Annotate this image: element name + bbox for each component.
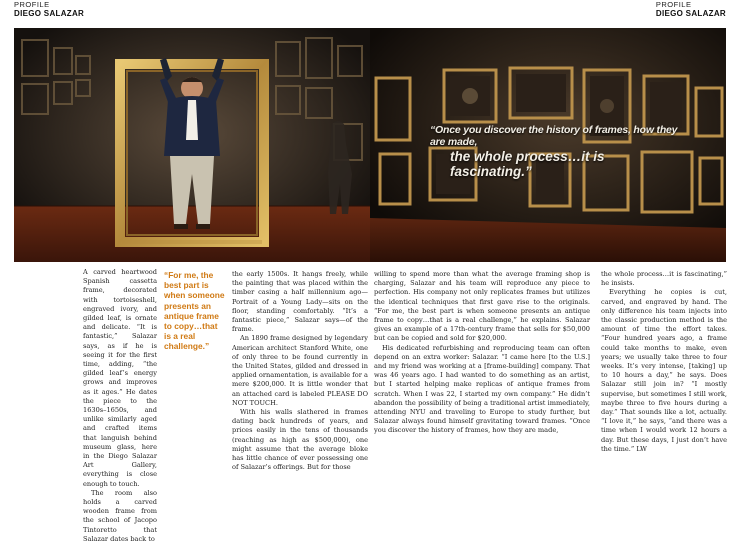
paragraph: An 1890 frame designed by legendary American architect Stanford White, one of only three to be found currently in the United States, gilded and dressed in applied ornamentation, is available for a mere $200,000. It is little wonder that an attached card is labeled PLEASE DO NOT TOUCH. [232,334,368,407]
header-left [14,0,84,18]
paragraph: Everything he copies is cut, carved, and engraved by hand. The only difference his team injects into the classic production method is the amount of time the effort takes. “Four hundred years ago, a frame could take months to make, even years; we usually take three to four weeks. It’s very intense, [taking] up to 10 hours a day,” he says. Does Salazar still join in? “I mostly supervise, but sometimes I still work, maybe three to five hours during a day.” That sounds like a lot, actually. “I love it,” he says, “and there was a time when I would work 12 hours a day. But these days, I just don’t have the time.” LW [601,288,727,453]
article-column-1 [83,268,157,544]
image-quote-line-2: the whole process…it is fascinating.” [450,149,605,179]
article-column-3 [374,270,590,436]
pull-quote: “For me, the best part is when someone presents an antique frame to copy…that is a real challenge.” [164,270,225,352]
article-column-2 [232,270,368,472]
gallery-portrait-illustration [14,28,370,262]
paragraph: A carved heartwood Spanish cassetta frame, decorated with tortoiseshell, engraved ivory, and gilded leaf, is ornate and delicate. “It is fantastic,” Salazar says, as if he is seeing it for the first time, adding, “the gilded leaf’s energy grows and improves as it ages.” He dates the piece to the 1630s–1650s, and unlike similarly aged and crafted items that languish behind museum glass, here in the Diego Salazar Art Gallery, everything is close enough to touch. [83,268,157,488]
article-column-4 [601,270,727,454]
subject-name: DIEGO SALAZAR [655,9,726,18]
image-quote-line-1: “Once you discover the history of frames, how they are made, [430,124,678,148]
paragraph: With his walls slathered in frames dating back hundreds of years, and prices easily in the tens of thousands (reaching as high as $500,000), one might assume that the average bloke has little chance of ever possessing one of Salazar’s offerings. But for those [232,408,368,472]
subject-name: DIEGO SALAZAR [14,9,85,18]
paragraph: The room also holds a carved wooden frame from the school of Jacopo Tintoretto that Salazar dates back to [83,488,157,543]
section-kicker: PROFILE [14,0,50,9]
paragraph: the early 1500s. It hangs freely, while the painting that was placed within the timber casing a half millennium ago—Portrait of a Young Lady—sits on the floor, standing comfortably. “It’s a fantastic piece,” Salazar says—of the frame. [232,270,368,334]
paragraph: the whole process…it is fascinating,” he insists. [601,270,727,288]
photo-salazar-with-frame [14,28,370,262]
header-right [656,0,726,18]
paragraph: willing to spend more than what the average framing shop is charging, Salazar and his team will reproduce any piece to perfection. His company not only replicates frames but utilizes the identical techniques that first gave rise to the originals. “For me, the best part is when someone presents an antique frame to copy…that is a real challenge,” he explains. Salazar gives an example of a 17th-century frame that sells for $50,000 but can be copied and sold for $20,000. [374,270,590,343]
paragraph: His dedicated refurbishing and reproducing team can often depend on an extra worker: Salazar. “I came here [to the U.S.] and my friend was working at a [frame-building] company. That was 46 years ago. I had wanted to do something as an artist, but I started helping make replicas of antique frames from scratch. When I was 22, I started my own company.” He didn’t abandon the possibility of being a traditional artist immediately, attending NYU and traveling to Europe to study further, but Salazar always found himself gravitating toward frames. “Once you discover the history of frames, how they are made, [374,343,590,435]
image-quote [430,124,680,179]
section-kicker: PROFILE [655,0,692,9]
